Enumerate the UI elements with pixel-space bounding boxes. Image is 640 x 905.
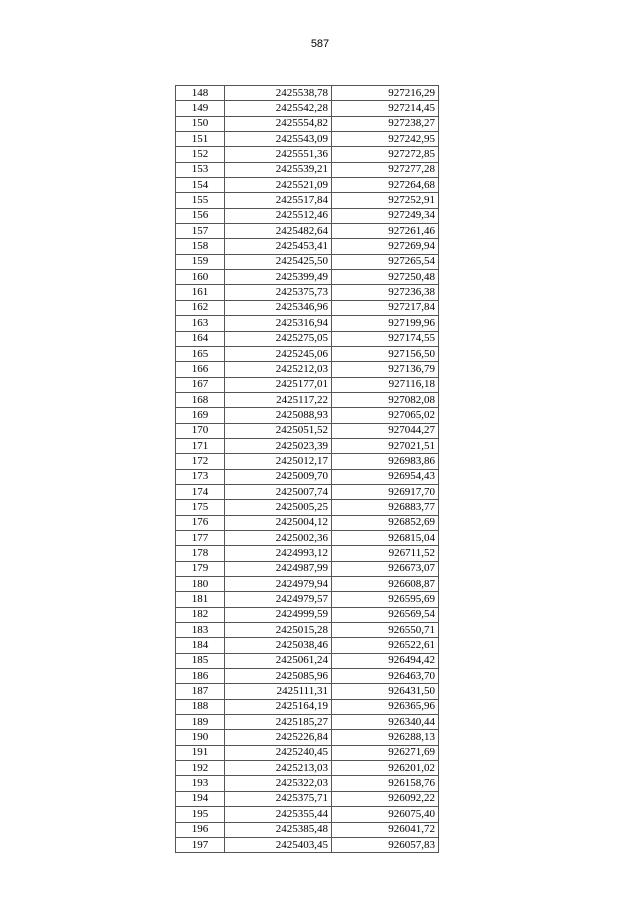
table-row — [176, 270, 439, 285]
x-coordinate-cell: 2425275,05 — [225, 331, 332, 346]
table-row — [176, 316, 439, 331]
y-coordinate-cell: 927252,91 — [332, 193, 439, 208]
point-number-cell: 163 — [176, 316, 225, 331]
table-row — [176, 101, 439, 116]
y-coordinate-cell: 926340,44 — [332, 715, 439, 730]
point-number-cell: 161 — [176, 285, 225, 300]
table-row — [176, 745, 439, 760]
y-coordinate-cell: 927264,68 — [332, 178, 439, 193]
x-coordinate-cell: 2424987,99 — [225, 561, 332, 576]
x-coordinate-cell: 2425004,12 — [225, 515, 332, 530]
y-coordinate-cell: 927174,55 — [332, 331, 439, 346]
y-coordinate-cell: 926092,22 — [332, 791, 439, 806]
x-coordinate-cell: 2425005,25 — [225, 500, 332, 515]
x-coordinate-cell: 2425512,46 — [225, 208, 332, 223]
point-number-cell: 164 — [176, 331, 225, 346]
point-number-cell: 194 — [176, 791, 225, 806]
x-coordinate-cell: 2425521,09 — [225, 178, 332, 193]
point-number-cell: 169 — [176, 408, 225, 423]
y-coordinate-cell: 926569,54 — [332, 607, 439, 622]
table-row — [176, 147, 439, 162]
x-coordinate-cell: 2425538,78 — [225, 86, 332, 101]
x-coordinate-cell: 2425245,06 — [225, 346, 332, 361]
y-coordinate-cell: 926494,42 — [332, 653, 439, 668]
y-coordinate-cell: 927277,28 — [332, 162, 439, 177]
point-number-cell: 196 — [176, 822, 225, 837]
table-row — [176, 500, 439, 515]
point-number-cell: 155 — [176, 193, 225, 208]
y-coordinate-cell: 926201,02 — [332, 761, 439, 776]
point-number-cell: 166 — [176, 362, 225, 377]
point-number-cell: 172 — [176, 454, 225, 469]
x-coordinate-cell: 2425425,50 — [225, 254, 332, 269]
y-coordinate-cell: 927265,54 — [332, 254, 439, 269]
x-coordinate-cell: 2425482,64 — [225, 224, 332, 239]
x-coordinate-cell: 2425322,03 — [225, 776, 332, 791]
y-coordinate-cell: 926917,70 — [332, 484, 439, 499]
table-row — [176, 285, 439, 300]
table-row — [176, 224, 439, 239]
x-coordinate-cell: 2425015,28 — [225, 623, 332, 638]
table-row — [176, 193, 439, 208]
point-number-cell: 150 — [176, 116, 225, 131]
x-coordinate-cell: 2425185,27 — [225, 715, 332, 730]
y-coordinate-cell: 927065,02 — [332, 408, 439, 423]
point-number-cell: 185 — [176, 653, 225, 668]
y-coordinate-cell: 926271,69 — [332, 745, 439, 760]
point-number-cell: 167 — [176, 377, 225, 392]
table-row — [176, 577, 439, 592]
x-coordinate-cell: 2425061,24 — [225, 653, 332, 668]
x-coordinate-cell: 2425346,96 — [225, 300, 332, 315]
y-coordinate-cell: 926550,71 — [332, 623, 439, 638]
table-row — [176, 715, 439, 730]
point-number-cell: 157 — [176, 224, 225, 239]
x-coordinate-cell: 2425009,70 — [225, 469, 332, 484]
table-row — [176, 791, 439, 806]
y-coordinate-cell: 926815,04 — [332, 530, 439, 545]
x-coordinate-cell: 2425355,44 — [225, 807, 332, 822]
x-coordinate-cell: 2425551,36 — [225, 147, 332, 162]
x-coordinate-cell: 2425517,84 — [225, 193, 332, 208]
table-row — [176, 837, 439, 852]
coordinates-table-body — [176, 86, 439, 853]
table-row — [176, 592, 439, 607]
point-number-cell: 191 — [176, 745, 225, 760]
table-row — [176, 669, 439, 684]
point-number-cell: 152 — [176, 147, 225, 162]
x-coordinate-cell: 2425375,71 — [225, 791, 332, 806]
point-number-cell: 175 — [176, 500, 225, 515]
y-coordinate-cell: 926463,70 — [332, 669, 439, 684]
table-row — [176, 300, 439, 315]
point-number-cell: 165 — [176, 346, 225, 361]
table-row — [176, 132, 439, 147]
x-coordinate-cell: 2424993,12 — [225, 546, 332, 561]
table-row — [176, 408, 439, 423]
x-coordinate-cell: 2425212,03 — [225, 362, 332, 377]
y-coordinate-cell: 927242,95 — [332, 132, 439, 147]
y-coordinate-cell: 927269,94 — [332, 239, 439, 254]
table-row — [176, 239, 439, 254]
table-row — [176, 730, 439, 745]
table-row — [176, 484, 439, 499]
x-coordinate-cell: 2425023,39 — [225, 438, 332, 453]
table-row — [176, 699, 439, 714]
point-number-cell: 184 — [176, 638, 225, 653]
point-number-cell: 182 — [176, 607, 225, 622]
x-coordinate-cell: 2425385,48 — [225, 822, 332, 837]
y-coordinate-cell: 927249,34 — [332, 208, 439, 223]
point-number-cell: 148 — [176, 86, 225, 101]
table-row — [176, 515, 439, 530]
point-number-cell: 190 — [176, 730, 225, 745]
x-coordinate-cell: 2425226,84 — [225, 730, 332, 745]
point-number-cell: 158 — [176, 239, 225, 254]
point-number-cell: 188 — [176, 699, 225, 714]
point-number-cell: 187 — [176, 684, 225, 699]
point-number-cell: 170 — [176, 423, 225, 438]
table-row — [176, 254, 439, 269]
point-number-cell: 162 — [176, 300, 225, 315]
table-row — [176, 454, 439, 469]
x-coordinate-cell: 2425399,49 — [225, 270, 332, 285]
x-coordinate-cell: 2425177,01 — [225, 377, 332, 392]
x-coordinate-cell: 2425007,74 — [225, 484, 332, 499]
table-row — [176, 807, 439, 822]
point-number-cell: 192 — [176, 761, 225, 776]
point-number-cell: 189 — [176, 715, 225, 730]
point-number-cell: 173 — [176, 469, 225, 484]
y-coordinate-cell: 927021,51 — [332, 438, 439, 453]
table-row — [176, 438, 439, 453]
table-row — [176, 362, 439, 377]
point-number-cell: 186 — [176, 669, 225, 684]
table-row — [176, 392, 439, 407]
point-number-cell: 195 — [176, 807, 225, 822]
y-coordinate-cell: 927236,38 — [332, 285, 439, 300]
x-coordinate-cell: 2425453,41 — [225, 239, 332, 254]
point-number-cell: 177 — [176, 530, 225, 545]
y-coordinate-cell: 927238,27 — [332, 116, 439, 131]
x-coordinate-cell: 2425111,31 — [225, 684, 332, 699]
x-coordinate-cell: 2425213,03 — [225, 761, 332, 776]
y-coordinate-cell: 927217,84 — [332, 300, 439, 315]
y-coordinate-cell: 926852,69 — [332, 515, 439, 530]
table-row — [176, 776, 439, 791]
point-number-cell: 193 — [176, 776, 225, 791]
coordinates-table — [175, 85, 439, 853]
table-row — [176, 86, 439, 101]
page-number: 587 — [310, 38, 330, 50]
table-row — [176, 761, 439, 776]
x-coordinate-cell: 2425117,22 — [225, 392, 332, 407]
point-number-cell: 153 — [176, 162, 225, 177]
table-row — [176, 638, 439, 653]
y-coordinate-cell: 926673,07 — [332, 561, 439, 576]
point-number-cell: 174 — [176, 484, 225, 499]
y-coordinate-cell: 927250,48 — [332, 270, 439, 285]
point-number-cell: 180 — [176, 577, 225, 592]
point-number-cell: 159 — [176, 254, 225, 269]
point-number-cell: 183 — [176, 623, 225, 638]
table-row — [176, 178, 439, 193]
x-coordinate-cell: 2425012,17 — [225, 454, 332, 469]
table-row — [176, 423, 439, 438]
x-coordinate-cell: 2425085,96 — [225, 669, 332, 684]
x-coordinate-cell: 2425038,46 — [225, 638, 332, 653]
y-coordinate-cell: 926431,50 — [332, 684, 439, 699]
point-number-cell: 149 — [176, 101, 225, 116]
point-number-cell: 154 — [176, 178, 225, 193]
x-coordinate-cell: 2425403,45 — [225, 837, 332, 852]
y-coordinate-cell: 926983,86 — [332, 454, 439, 469]
table-row — [176, 377, 439, 392]
y-coordinate-cell: 927216,29 — [332, 86, 439, 101]
y-coordinate-cell: 926365,96 — [332, 699, 439, 714]
x-coordinate-cell: 2425240,45 — [225, 745, 332, 760]
y-coordinate-cell: 926057,83 — [332, 837, 439, 852]
x-coordinate-cell: 2425543,09 — [225, 132, 332, 147]
point-number-cell: 179 — [176, 561, 225, 576]
table-row — [176, 623, 439, 638]
x-coordinate-cell: 2425088,93 — [225, 408, 332, 423]
table-row — [176, 530, 439, 545]
table-row — [176, 116, 439, 131]
table-row — [176, 469, 439, 484]
x-coordinate-cell: 2425316,94 — [225, 316, 332, 331]
y-coordinate-cell: 927261,46 — [332, 224, 439, 239]
x-coordinate-cell: 2424999,59 — [225, 607, 332, 622]
table-row — [176, 546, 439, 561]
y-coordinate-cell: 927199,96 — [332, 316, 439, 331]
point-number-cell: 171 — [176, 438, 225, 453]
y-coordinate-cell: 927156,50 — [332, 346, 439, 361]
point-number-cell: 197 — [176, 837, 225, 852]
y-coordinate-cell: 926075,40 — [332, 807, 439, 822]
x-coordinate-cell: 2424979,94 — [225, 577, 332, 592]
table-row — [176, 561, 439, 576]
y-coordinate-cell: 927044,27 — [332, 423, 439, 438]
y-coordinate-cell: 926041,72 — [332, 822, 439, 837]
y-coordinate-cell: 927116,18 — [332, 377, 439, 392]
x-coordinate-cell: 2425164,19 — [225, 699, 332, 714]
table-row — [176, 346, 439, 361]
point-number-cell: 176 — [176, 515, 225, 530]
point-number-cell: 156 — [176, 208, 225, 223]
x-coordinate-cell: 2425542,28 — [225, 101, 332, 116]
y-coordinate-cell: 926711,52 — [332, 546, 439, 561]
table-row — [176, 208, 439, 223]
table-row — [176, 653, 439, 668]
table-row — [176, 607, 439, 622]
point-number-cell: 160 — [176, 270, 225, 285]
y-coordinate-cell: 926158,76 — [332, 776, 439, 791]
point-number-cell: 151 — [176, 132, 225, 147]
y-coordinate-cell: 926288,13 — [332, 730, 439, 745]
table-row — [176, 162, 439, 177]
y-coordinate-cell: 927136,79 — [332, 362, 439, 377]
x-coordinate-cell: 2425002,36 — [225, 530, 332, 545]
y-coordinate-cell: 926608,87 — [332, 577, 439, 592]
y-coordinate-cell: 927272,85 — [332, 147, 439, 162]
point-number-cell: 168 — [176, 392, 225, 407]
table-row — [176, 822, 439, 837]
point-number-cell: 181 — [176, 592, 225, 607]
y-coordinate-cell: 926522,61 — [332, 638, 439, 653]
table-row — [176, 684, 439, 699]
y-coordinate-cell: 926595,69 — [332, 592, 439, 607]
x-coordinate-cell: 2425375,73 — [225, 285, 332, 300]
table-row — [176, 331, 439, 346]
x-coordinate-cell: 2425554,82 — [225, 116, 332, 131]
x-coordinate-cell: 2425539,21 — [225, 162, 332, 177]
y-coordinate-cell: 927082,08 — [332, 392, 439, 407]
x-coordinate-cell: 2424979,57 — [225, 592, 332, 607]
y-coordinate-cell: 927214,45 — [332, 101, 439, 116]
y-coordinate-cell: 926954,43 — [332, 469, 439, 484]
point-number-cell: 178 — [176, 546, 225, 561]
x-coordinate-cell: 2425051,52 — [225, 423, 332, 438]
y-coordinate-cell: 926883,77 — [332, 500, 439, 515]
